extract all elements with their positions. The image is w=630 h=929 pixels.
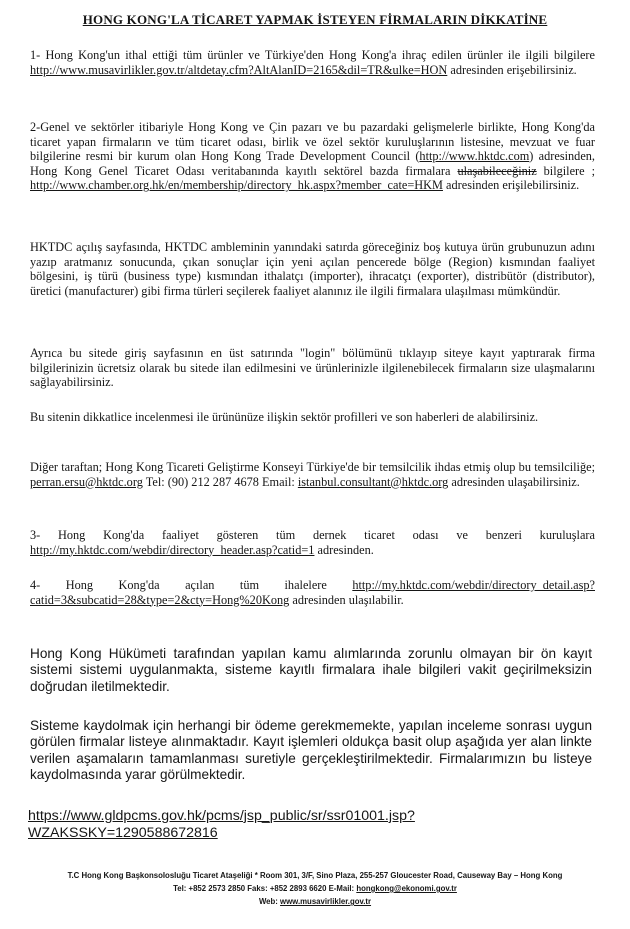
paragraph-2 bbox=[30, 120, 595, 193]
paragraph-6 bbox=[30, 460, 595, 489]
paragraph-7-tail: adresinden. bbox=[314, 542, 374, 557]
footer-phone-fax: Tel: +852 2573 2850 Faks: +852 2893 6620 E-Mail: bbox=[173, 884, 357, 893]
footer-email-link[interactable]: hongkong@ekonomi.gov.tr bbox=[356, 884, 457, 893]
paragraph-5: Bu sitenin dikkatlice incelenmesi ile ürününüze ilişkin sektör profilleri ve son haberleri de alabilirsiniz. bbox=[30, 410, 539, 424]
paragraph-6-phone: Tel: (90) 212 287 4678 Email: bbox=[142, 474, 298, 489]
paragraph-2-text: 2-Genel ve sektörler itibariyle Hong Kong ve Çin pazarı ve bu pazardaki gelişmelerle birlikte, Hong Kong'da ticaret yapan firmaların ve tüm ticaret odası, birlik ve özel sektör kuruluşlarının listesine, mevzuat ve fuar bilgilerine resmi bir kurum olan Hong Kong Trade Development Council ( bbox=[30, 120, 595, 164]
directory-header-link[interactable]: http://my.hktdc.com/webdir/directory_header.asp?catid=1 bbox=[30, 542, 315, 557]
paragraph-1-tail: adresinden erişebilirsiniz. bbox=[447, 62, 577, 77]
paragraph-1 bbox=[30, 48, 595, 77]
email-istanbul-link[interactable]: istanbul.consultant@hktdc.org bbox=[297, 474, 449, 489]
paragraph-6-text: Diğer taraftan; Hong Kong Ticareti Geliştirme Konseyi Türkiye'de bir temsilcilik ihdas etmiş olup bu temsilciliğe; bbox=[30, 460, 595, 474]
struck-word: ulaşabileceğiniz bbox=[457, 163, 537, 178]
page-title: HONG KONG'LA TİCARET YAPMAK İSTEYEN FİRMALARIN DİKKATİNE bbox=[82, 12, 548, 27]
paragraph-1-text: 1- Hong Kong'un ithal ettiği tüm ürünler ve Türkiye'den Hong Kong'a ihraç edilen ürünler ile ilgili bilgilere bbox=[30, 48, 595, 62]
paragraph-8-tail: adresinden ulaşılabilir. bbox=[289, 592, 404, 607]
paragraph-6-tail: adresinden ulaşabilirsiniz. bbox=[448, 474, 580, 489]
paragraph-10: Sisteme kaydolmak için herhangi bir ödeme gerekmemekte, yapılan inceleme sonrası uygun görülen firmalar listeye alınmaktadır. Kayıt işlemleri oldukça basit olup aşağıda yer alan linkte verilen aşamaların tamamlanması suretiyle gerçekleştirilmektedir. Firmalarımızın bu listeye kaydolmasında yarar görülmektedir. bbox=[30, 718, 592, 783]
paragraph-7 bbox=[30, 528, 595, 557]
paragraph-2-tail: adresinden erişilebilirsiniz. bbox=[442, 178, 580, 193]
paragraph-8 bbox=[30, 578, 595, 607]
email-perran-link[interactable]: perran.ersu@hktdc.org bbox=[30, 474, 143, 489]
footer-web-label: Web: bbox=[258, 897, 281, 906]
footer-address: T.C Hong Kong Başkonsolosluğu Ticaret Ataşeliği * Room 301, 3/F, Sino Plaza, 255-257 Gloucester Road, Causeway Bay – Hong Kong bbox=[67, 871, 563, 880]
paragraph-3: HKTDC açılış sayfasında, HKTDC ambleminin yanındaki satırda göreceğiniz boş kutuya ürün grubunuzun adını yazıp aratmanız sonucunda, çıkan sonuçlar için yeni açılan pencerede bölge (Region) kısmından faaliyet bölgesini, iş türü (business type) kısmından ithalatçı (importer), ihracatçı (exporter), distribütör (distributor), üretici (manufacturer) gibi firma türleri seçilerek faaliyet alanınız ile ilgili firmalara ulaşılması mümkündür. bbox=[30, 240, 595, 298]
hktdc-link[interactable]: http://www.hktdc.com bbox=[419, 149, 530, 164]
directory-detail-link[interactable]: http://my.hktdc.com/webdir/directory_detail.asp?catid=3&subcatid=28&type=2&cty=Hong%20Kong bbox=[30, 578, 595, 607]
footer-web bbox=[0, 896, 630, 908]
footer-web-link[interactable]: www.musavirlikler.gov.tr bbox=[280, 897, 372, 906]
paragraph-2-text-c: bilgilere ; bbox=[536, 163, 595, 178]
paragraph-2-text-b: ) adresinden, Hong Kong Genel Ticaret Odası veritabanında kayıtlı sektörel bazda firmalara bbox=[30, 149, 595, 178]
paragraph-7-text: 3- Hong Kong'da faaliyet gösteren tüm dernek ticaret odası ve benzeri kuruluşlara bbox=[30, 528, 595, 542]
paragraph-4: Ayrıca bu sitede giriş sayfasının en üst satırında "login" bölümünü tıklayıp siteye kayıt yaptırarak firma bilgilerinizin ücretsiz olarak bu sitede ilan edilmesini ve ürünlerinizle ilgilenebilecek firmaların size ulaşmalarını sağlayabilirsiniz. bbox=[30, 346, 595, 390]
paragraph-9: Hong Kong Hükümeti tarafından yapılan kamu alımlarında zorunlu olmayan bir ön kayıt sistemi sistemi uygulanmakta, sisteme kayıtlı firmalara ihale bilgileri vakit geçirilmeksizin doğrudan iletilmektedir. bbox=[30, 646, 592, 694]
footer-contact bbox=[0, 883, 630, 895]
chamber-link[interactable]: http://www.chamber.org.hk/en/membership/directory_hk.aspx?member_cate=HKM bbox=[30, 178, 443, 193]
musavirlikler-link[interactable]: http://www.musavirlikler.gov.tr/altdetay.cfm?AltAlanID=2165&dil=TR&ulke=HON bbox=[30, 62, 448, 77]
gldpcms-link[interactable]: https://www.gldpcms.gov.hk/pcms/jsp_public/sr/ssr01001.jsp?WZAKSSKY=1290588672816 bbox=[28, 808, 415, 841]
paragraph-8-text: 4- Hong Kong'da açılan tüm ihalelere bbox=[30, 578, 353, 592]
